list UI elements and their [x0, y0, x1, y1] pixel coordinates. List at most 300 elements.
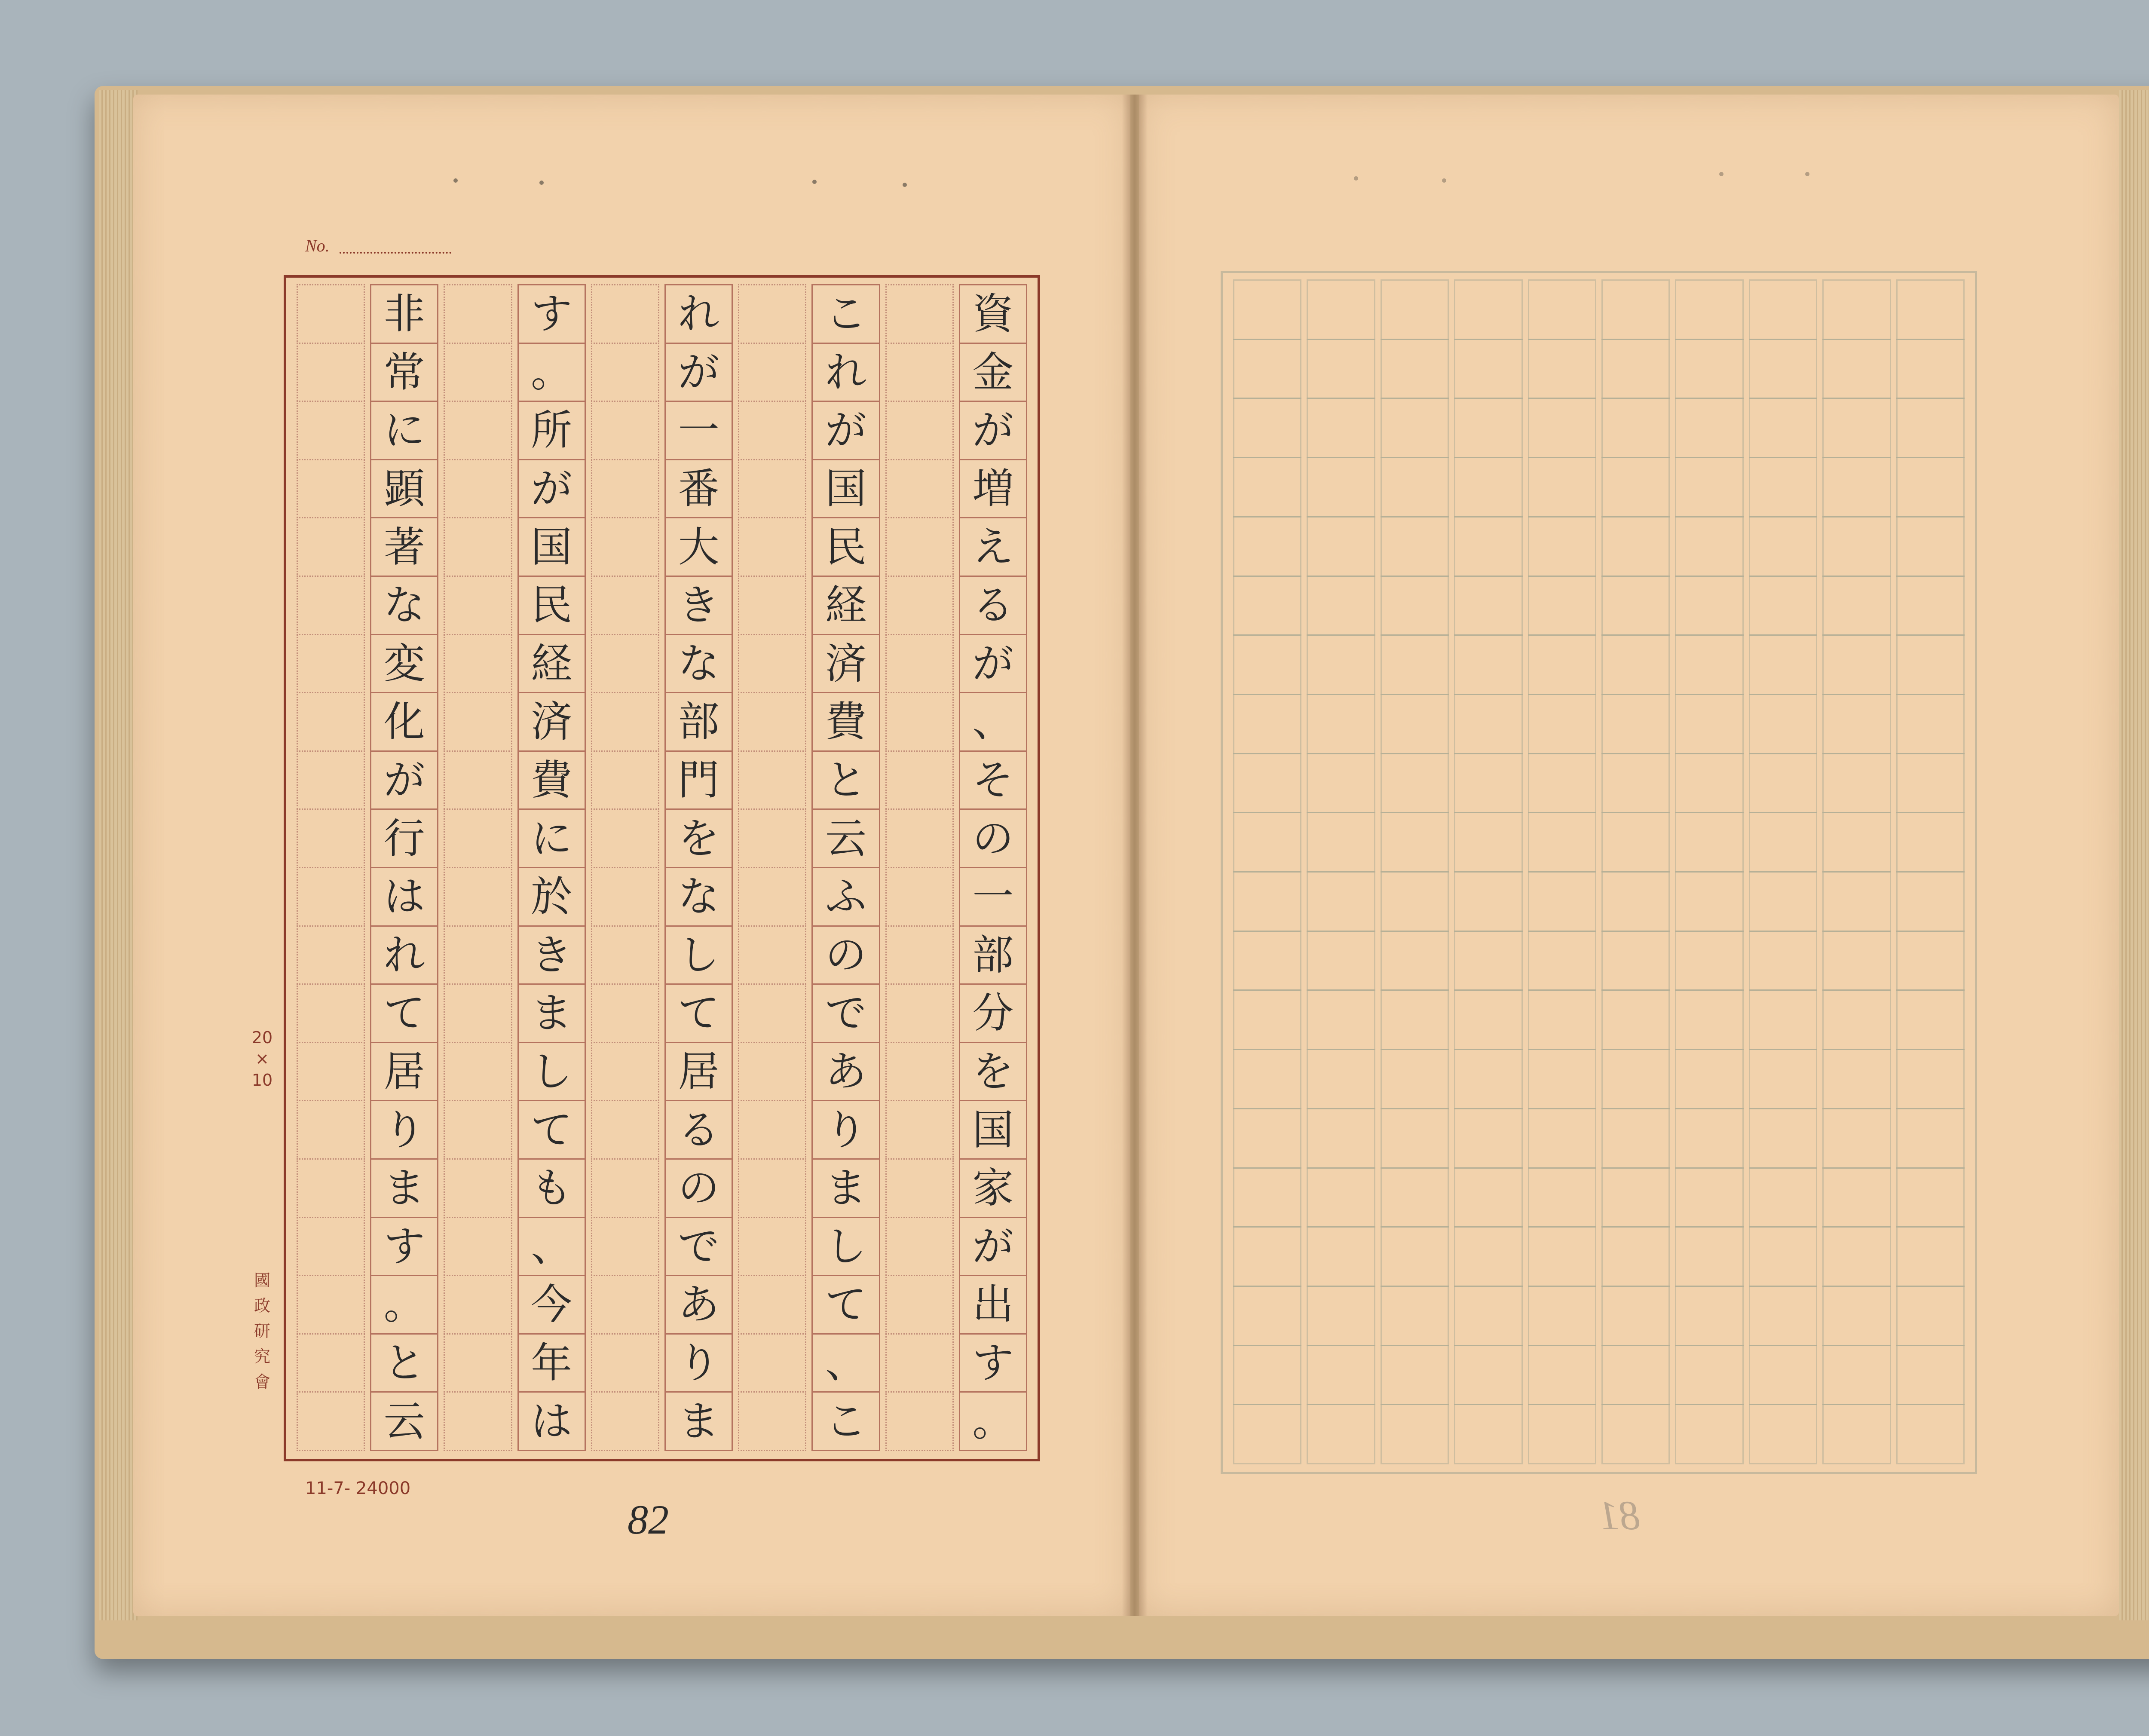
grid-cell — [591, 576, 659, 635]
ghost-cell — [1675, 1345, 1743, 1405]
ghost-cell — [1601, 398, 1670, 458]
ghost-cell — [1528, 1404, 1596, 1464]
ghost-cell — [1381, 931, 1449, 991]
grid-size-label — [249, 1027, 275, 1091]
grid-cell — [591, 750, 659, 810]
grid-cell: 番 — [664, 459, 733, 519]
binding-hole — [453, 178, 458, 183]
grid-cell: れ — [811, 343, 880, 402]
ghost-cell — [1601, 1108, 1670, 1169]
ghost-cell — [1233, 1286, 1301, 1346]
ghost-column — [1601, 281, 1670, 1464]
ghost-cell — [1307, 457, 1375, 517]
grid-cell: 変 — [370, 634, 438, 694]
ghost-cell — [1233, 398, 1301, 458]
ghost-column — [1675, 281, 1743, 1464]
ghost-cell — [1896, 812, 1965, 873]
grid-cell: 、 — [517, 1217, 586, 1277]
bleed-through-grid — [1221, 271, 1977, 1474]
ghost-cell — [1454, 1286, 1522, 1346]
ghost-cell — [1749, 1108, 1817, 1169]
left-page-stack — [99, 90, 138, 1620]
ghost-cell — [1822, 694, 1891, 754]
ghost-cell — [1822, 279, 1891, 340]
grid-cell — [444, 1217, 512, 1277]
ghost-cell — [1749, 812, 1817, 873]
ghost-cell — [1601, 753, 1670, 814]
ghost-cell — [1454, 989, 1522, 1050]
ghost-cell — [1233, 339, 1301, 399]
grid-cell: 国 — [517, 517, 586, 577]
grid-cell: 経 — [517, 634, 586, 694]
ghost-cell — [1822, 1226, 1891, 1287]
ghost-cell — [1822, 576, 1891, 636]
grid-cell: こ — [811, 284, 880, 344]
ghost-cell — [1307, 1108, 1375, 1169]
binding-hole — [1719, 172, 1723, 176]
ghost-cell — [1454, 871, 1522, 932]
ghost-cell — [1601, 339, 1670, 399]
grid-cell — [297, 284, 365, 344]
grid-cell: き — [517, 925, 586, 985]
grid-cell — [885, 925, 954, 985]
grid-cell — [591, 1391, 659, 1451]
ghost-cell — [1528, 339, 1596, 399]
grid-cell: 金 — [959, 343, 1027, 402]
grid-cell — [444, 1333, 512, 1393]
ghost-cell — [1601, 812, 1670, 873]
grid-cell: 行 — [370, 808, 438, 868]
grid-cell: 出 — [959, 1275, 1027, 1335]
grid-cell: が — [959, 401, 1027, 460]
grid-cell — [297, 983, 365, 1043]
grid-cell: 費 — [517, 750, 586, 810]
ghost-cell — [1675, 398, 1743, 458]
grid-cell: て — [517, 1100, 586, 1160]
ghost-cell — [1896, 931, 1965, 991]
ghost-cell — [1307, 1345, 1375, 1405]
grid-cell: 非 — [370, 284, 438, 344]
grid-cell — [885, 1333, 954, 1393]
grid-cell: れ — [370, 925, 438, 985]
grid-cell — [444, 867, 512, 927]
ghost-cell — [1749, 339, 1817, 399]
ghost-cell — [1454, 279, 1522, 340]
ghost-cell — [1381, 1108, 1449, 1169]
grid-cell: ま — [664, 1391, 733, 1451]
grid-size-x: × — [255, 1049, 269, 1069]
ghost-cell — [1381, 1167, 1449, 1228]
grid-cell — [738, 925, 806, 985]
grid-cell: が — [370, 750, 438, 810]
grid-cell — [297, 1333, 365, 1393]
grid-cell — [738, 343, 806, 402]
grid-cell: り — [811, 1100, 880, 1160]
grid-cell — [297, 808, 365, 868]
text-column — [959, 285, 1027, 1451]
grid-cell — [738, 284, 806, 344]
ghost-cell — [1601, 1049, 1670, 1109]
ghost-column — [1528, 281, 1596, 1464]
ghost-cell — [1233, 279, 1301, 340]
grid-cell — [444, 284, 512, 344]
ghost-cell — [1381, 812, 1449, 873]
ghost-cell — [1896, 871, 1965, 932]
ghost-cell — [1749, 1404, 1817, 1464]
grid-cell: 民 — [517, 576, 586, 635]
ghost-cell — [1675, 339, 1743, 399]
ghost-cell — [1233, 576, 1301, 636]
ghost-cell — [1454, 1049, 1522, 1109]
grid-size-cols: 10 — [251, 1070, 273, 1090]
grid-cell — [297, 692, 365, 752]
grid-cell — [444, 983, 512, 1043]
grid-cell — [444, 401, 512, 460]
blank-column — [738, 285, 806, 1451]
grid-cell — [444, 692, 512, 752]
ghost-cell — [1822, 871, 1891, 932]
book-gutter — [1122, 95, 1148, 1616]
grid-cell — [591, 517, 659, 577]
ghost-column — [1381, 281, 1449, 1464]
grid-cell — [885, 343, 954, 402]
ghost-cell — [1601, 1345, 1670, 1405]
ghost-cell — [1822, 457, 1891, 517]
ghost-cell — [1822, 1108, 1891, 1169]
grid-cell — [591, 983, 659, 1043]
grid-cell — [885, 517, 954, 577]
ghost-cell — [1528, 931, 1596, 991]
grid-cell: あ — [664, 1275, 733, 1335]
blank-column — [591, 285, 659, 1451]
ghost-cell — [1822, 1345, 1891, 1405]
grid-cell — [591, 459, 659, 519]
ghost-cell — [1233, 1108, 1301, 1169]
grid-cell — [591, 692, 659, 752]
grid-cell — [297, 867, 365, 927]
ghost-cell — [1381, 339, 1449, 399]
binding-hole — [903, 183, 907, 187]
binding-hole — [1354, 176, 1358, 181]
grid-cell: に — [517, 808, 586, 868]
ghost-cell — [1233, 694, 1301, 754]
grid-cell: 分 — [959, 983, 1027, 1043]
grid-cell — [885, 808, 954, 868]
ghost-cell — [1601, 516, 1670, 577]
grid-cell — [297, 634, 365, 694]
ghost-cell — [1528, 753, 1596, 814]
ghost-cell — [1307, 634, 1375, 695]
ghost-cell — [1749, 457, 1817, 517]
grid-cell — [444, 1042, 512, 1102]
ghost-cell — [1454, 753, 1522, 814]
ghost-cell — [1601, 989, 1670, 1050]
ghost-cell — [1233, 1345, 1301, 1405]
ghost-cell — [1749, 634, 1817, 695]
ghost-cell — [1233, 931, 1301, 991]
ghost-cell — [1233, 989, 1301, 1050]
grid-cell — [738, 634, 806, 694]
ghost-cell — [1528, 398, 1596, 458]
grid-cell: し — [811, 1217, 880, 1277]
ghost-cell — [1381, 753, 1449, 814]
ghost-cell — [1601, 1404, 1670, 1464]
ghost-cell — [1896, 279, 1965, 340]
grid-cell: 費 — [811, 692, 880, 752]
grid-cell: 大 — [664, 517, 733, 577]
ghost-cell — [1307, 1404, 1375, 1464]
ghost-cell — [1896, 516, 1965, 577]
ghost-cell — [1822, 516, 1891, 577]
ghost-cell — [1307, 516, 1375, 577]
grid-cell — [738, 1391, 806, 1451]
ghost-cell — [1528, 989, 1596, 1050]
imprint-char: 研 — [254, 1321, 270, 1341]
grid-cell — [297, 1100, 365, 1160]
ghost-cell — [1601, 279, 1670, 340]
ghost-cell — [1749, 871, 1817, 932]
grid-cell — [297, 459, 365, 519]
grid-cell — [885, 692, 954, 752]
ghost-cell — [1454, 1108, 1522, 1169]
ghost-cell — [1307, 1286, 1375, 1346]
publisher-imprint — [249, 1268, 275, 1394]
grid-cell — [444, 1158, 512, 1218]
grid-cell — [444, 925, 512, 985]
ghost-cell — [1454, 1404, 1522, 1464]
grid-cell: で — [811, 983, 880, 1043]
grid-cell: と — [811, 750, 880, 810]
grid-cell: ま — [517, 983, 586, 1043]
ghost-cell — [1307, 1049, 1375, 1109]
ghost-cell — [1675, 871, 1743, 932]
ghost-cell — [1381, 989, 1449, 1050]
ghost-cell — [1454, 516, 1522, 577]
grid-cell: 今 — [517, 1275, 586, 1335]
ghost-cell — [1233, 1226, 1301, 1287]
ghost-cell — [1454, 1226, 1522, 1287]
ghost-cell — [1307, 871, 1375, 932]
grid-cell: の — [664, 1158, 733, 1218]
grid-cell: 所 — [517, 401, 586, 460]
ghost-cell — [1896, 1226, 1965, 1287]
binding-hole — [812, 180, 817, 184]
ghost-cell — [1822, 812, 1891, 873]
grid-cell: 済 — [517, 692, 586, 752]
ghost-cell — [1233, 516, 1301, 577]
grid-cell — [885, 867, 954, 927]
ghost-cell — [1528, 457, 1596, 517]
grid-cell: の — [811, 925, 880, 985]
grid-cell: 民 — [811, 517, 880, 577]
grid-cell: 家 — [959, 1158, 1027, 1218]
ghost-cell — [1528, 1167, 1596, 1228]
ghost-cell — [1675, 694, 1743, 754]
grid-cell — [738, 1333, 806, 1393]
grid-cell — [738, 1158, 806, 1218]
grid-cell — [885, 1275, 954, 1335]
grid-cell: の — [959, 808, 1027, 868]
ghost-cell — [1233, 1167, 1301, 1228]
grid-cell — [738, 517, 806, 577]
grid-cell: し — [517, 1042, 586, 1102]
ghost-cell — [1454, 1345, 1522, 1405]
text-column — [811, 285, 880, 1451]
ghost-cell — [1675, 1404, 1743, 1464]
grid-cell — [444, 750, 512, 810]
grid-cell: ま — [811, 1158, 880, 1218]
ghost-cell — [1822, 1404, 1891, 1464]
blank-column — [885, 285, 954, 1451]
grid-cell — [297, 1391, 365, 1451]
handwritten-page-number: 82 — [628, 1497, 669, 1543]
ghost-column — [1307, 281, 1375, 1464]
grid-cell — [444, 576, 512, 635]
grid-cell: が — [959, 634, 1027, 694]
ghost-cell — [1749, 931, 1817, 991]
ghost-cell — [1822, 398, 1891, 458]
grid-cell — [885, 983, 954, 1043]
ghost-cell — [1381, 871, 1449, 932]
grid-cell — [444, 808, 512, 868]
ghost-cell — [1749, 694, 1817, 754]
grid-cell — [738, 401, 806, 460]
ghost-cell — [1307, 753, 1375, 814]
ghost-cell — [1749, 576, 1817, 636]
grid-cell — [297, 1275, 365, 1335]
grid-cell — [591, 1042, 659, 1102]
ghost-cell — [1454, 634, 1522, 695]
ghost-cell — [1749, 753, 1817, 814]
ghost-cell — [1454, 1167, 1522, 1228]
ghost-cell — [1749, 516, 1817, 577]
ghost-cell — [1896, 1345, 1965, 1405]
ghost-cell — [1601, 1226, 1670, 1287]
grid-cell: を — [664, 808, 733, 868]
grid-cell — [738, 1100, 806, 1160]
grid-cell: る — [664, 1100, 733, 1160]
ghost-cell — [1675, 1108, 1743, 1169]
binding-hole — [1805, 172, 1809, 176]
manuscript-grid — [284, 275, 1040, 1461]
ghost-cell — [1233, 457, 1301, 517]
ghost-cell — [1896, 1108, 1965, 1169]
ghost-cell — [1896, 634, 1965, 695]
ghost-cell — [1601, 694, 1670, 754]
text-column — [664, 285, 733, 1451]
ghost-cell — [1601, 871, 1670, 932]
ghost-cell — [1528, 1226, 1596, 1287]
ghost-cell — [1307, 576, 1375, 636]
ghost-cell — [1381, 398, 1449, 458]
ghost-cell — [1381, 279, 1449, 340]
grid-cell: て — [370, 983, 438, 1043]
text-column — [370, 285, 438, 1451]
grid-cell: は — [517, 1391, 586, 1451]
grid-cell — [297, 401, 365, 460]
grid-cell — [444, 517, 512, 577]
ghost-cell — [1307, 812, 1375, 873]
ghost-cell — [1307, 279, 1375, 340]
ghost-cell — [1528, 812, 1596, 873]
bleed-through-columns — [1231, 281, 1967, 1464]
ghost-cell — [1454, 339, 1522, 399]
ghost-cell — [1896, 339, 1965, 399]
grid-cell: 、 — [959, 692, 1027, 752]
grid-cell — [297, 517, 365, 577]
grid-cell — [885, 576, 954, 635]
grid-cell: 化 — [370, 692, 438, 752]
grid-cell — [591, 343, 659, 402]
grid-cell — [885, 459, 954, 519]
ghost-cell — [1601, 1286, 1670, 1346]
ghost-cell — [1307, 398, 1375, 458]
grid-cell — [591, 808, 659, 868]
grid-cell: 部 — [664, 692, 733, 752]
ghost-cell — [1675, 1226, 1743, 1287]
ghost-cell — [1233, 753, 1301, 814]
ghost-cell — [1381, 1226, 1449, 1287]
grid-cell — [591, 284, 659, 344]
ghost-cell — [1675, 457, 1743, 517]
grid-cell — [444, 1275, 512, 1335]
grid-cell: し — [664, 925, 733, 985]
ghost-cell — [1822, 753, 1891, 814]
grid-cell — [591, 401, 659, 460]
grid-cell: 経 — [811, 576, 880, 635]
grid-cell: 国 — [959, 1100, 1027, 1160]
grid-cell: 居 — [664, 1042, 733, 1102]
ghost-cell — [1822, 634, 1891, 695]
grid-cell: す — [959, 1333, 1027, 1393]
grid-cell — [885, 1158, 954, 1218]
sheet-number-line — [340, 252, 451, 254]
mirrored-page-number: 81 — [1599, 1492, 1640, 1538]
ghost-cell — [1896, 694, 1965, 754]
ghost-cell — [1381, 694, 1449, 754]
grid-cell: 云 — [370, 1391, 438, 1451]
grid-cell: 。 — [959, 1391, 1027, 1451]
grid-cell: れ — [664, 284, 733, 344]
ghost-cell — [1454, 931, 1522, 991]
ghost-cell — [1675, 516, 1743, 577]
grid-cell: 云 — [811, 808, 880, 868]
grid-cell — [885, 401, 954, 460]
grid-cell: て — [664, 983, 733, 1043]
grid-cell — [591, 634, 659, 694]
ghost-cell — [1233, 1404, 1301, 1464]
ghost-cell — [1601, 931, 1670, 991]
ghost-cell — [1307, 989, 1375, 1050]
ghost-cell — [1749, 398, 1817, 458]
grid-cell: は — [370, 867, 438, 927]
grid-cell — [738, 1217, 806, 1277]
ghost-cell — [1896, 753, 1965, 814]
ghost-cell — [1528, 871, 1596, 932]
ghost-cell — [1822, 339, 1891, 399]
ghost-cell — [1528, 1049, 1596, 1109]
ghost-cell — [1822, 1049, 1891, 1109]
grid-cell: 於 — [517, 867, 586, 927]
grid-cell — [885, 634, 954, 694]
ghost-cell — [1675, 931, 1743, 991]
ghost-cell — [1381, 1286, 1449, 1346]
ghost-cell — [1528, 576, 1596, 636]
ghost-cell — [1896, 1286, 1965, 1346]
grid-cell: き — [664, 576, 733, 635]
grid-cell — [297, 750, 365, 810]
ghost-cell — [1675, 989, 1743, 1050]
